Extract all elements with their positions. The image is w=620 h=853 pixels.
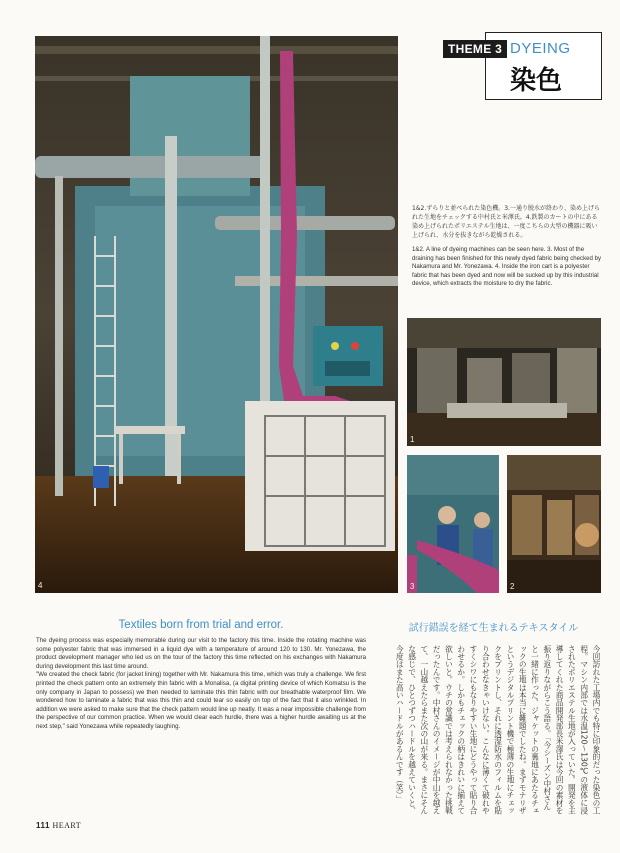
photo-dyeing-machine — [35, 36, 398, 593]
page-number: 111 — [36, 821, 50, 830]
photo-number-2: 2 — [510, 582, 515, 591]
photo-fabric-check — [407, 455, 499, 593]
caption-jp: 1&2.ずらりと並べられた染色機。3.一通り脱水が終わり、染め上げられた生地をチェックする中村氏と米澤氏。4.鉄製のカートの中にある染め上げられたポリエステル生地は、一度こちらの大型の機器に吸い上げられ、水分を抜きながら乾燥される。 — [412, 205, 600, 239]
article-body-en — [36, 637, 366, 732]
article-paragraph: The dyeing process was especially memorable during our visit to the factory this time. Inside the rotating machine was some polyester fabric that was immersed in a liquid dye with a temperature of around 120 to 130. Mr. Yonezawa, the product development manager who led us on the tour of the factory this time reflected on his exchanges with Nakamura during development this last time around. — [36, 637, 366, 670]
article-body-jp: 今回訪れた工場内でも特に印象的だった染色の工程。マシン内部では水温120〜130℃の液体に浸されたポリエステル生地が入っていた。開発を主導してくれた商品開発部長米澤氏は今回の素材を振り返りながらこう語る。「今シーズン中村さんと一緒に作った、ジャケットの裏地にあたるチェックの生地は本当に難題でしたね。まずモナリザというデジタルプリント機で極薄の生地にチェックをプリントし、それに透湿防水のフィルムを貼り合わせなきゃいけない。こんなに薄くて破れやすくシワにもなりやすい生地にどうやって貼り合わせるか。しかもチェックの柄はきれいに揃えて欲しいと。ウチの常識では考えられなかった挑戦だったんです。中村さんのイメージが中山を越えて、一山越えたらまた次の山が来る。まさにそんな感じで、ひとつずつハードルを越えていくと、今度はまた高いハードルがあるんです（笑）」 — [395, 645, 601, 815]
caption-en: 1&2. A line of dyeing machines can be seen here. 3. Most of the draining has been finished for this newly dyed fabric being checked by Nakamura and Mr. Yonezawa. 4. Inside the iron cart is a polyester fabric that has been dyed and now will be sucked up by this industrial device, which extracts the moisture to dry the fabric. — [412, 246, 602, 287]
photo-number-3: 3 — [410, 582, 415, 591]
fabric-check-image — [407, 455, 499, 593]
machine-line-image-2 — [507, 455, 601, 593]
dyeing-machine-image — [35, 36, 398, 593]
theme-tag: THEME 3 — [443, 40, 507, 58]
photo-machine-line-2 — [507, 455, 601, 593]
theme-title-jp: 染色 — [510, 66, 563, 96]
magazine-name: HEART — [52, 821, 82, 830]
article-headline-jp: 試行錯誤を経て生まれるテキスタイル — [408, 623, 579, 634]
machine-line-image-1 — [407, 318, 601, 446]
theme-title-en: DYEING — [510, 40, 571, 57]
photo-machine-line-1 — [407, 318, 601, 446]
article-paragraph: "We created the check fabric (for jacket lining) together with Mr. Nakamura this time, which was truly a challenge. We first printed the check pattern onto an extremely thin fabric with a Monalisa, (a digital printing device of which Komatsu is the only company in Japan to possess) we then needed to laminate this thin fabric with our breathable waterproof film. We wondered how to laminate a fabric that was this thin and could tear so easily on top of the fact that it also wrinkled. In addition we were asked to make sure that the check pattern would line up neatly. It was a near impossible challenge from the perspective of our common practice. When we would clear each hurdle, there was a higher hurdle awaiting us at the next step," said Yonezawa while repeatedly laughing. — [36, 671, 366, 730]
photo-number-4: 4 — [38, 581, 43, 590]
article-headline-en: Textiles born from trial and error. — [118, 619, 284, 631]
photo-number-1: 1 — [410, 435, 415, 444]
page-folio — [36, 821, 81, 830]
